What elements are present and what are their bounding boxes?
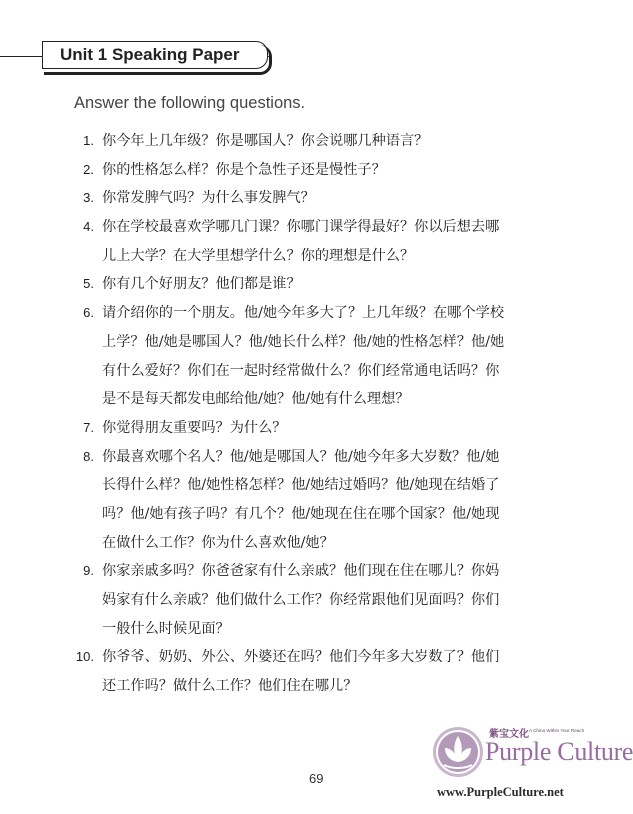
question-text-line: 是不是每天都发电邮给他/她？他/她有什么理想？	[102, 391, 410, 408]
watermark-url: www.PurpleCulture.net	[437, 785, 564, 799]
question-text-line: 你最喜欢哪个名人？他/她是哪国人？他/她今年多大岁数？他/她	[102, 448, 500, 465]
question-item	[70, 184, 560, 213]
question-number: 5.	[83, 276, 94, 292]
question-number: 8.	[83, 448, 94, 464]
question-item	[70, 127, 560, 156]
question-number: 1.	[83, 133, 94, 148]
question-text-line: 长得什么样？他/她性格怎样？他/她结过婚吗？他/她现在结婚了	[102, 477, 500, 494]
question-item	[70, 414, 560, 443]
question-number: 7.	[83, 419, 94, 435]
question-list	[70, 127, 560, 701]
question-text-line: 一般什么时候见面？	[102, 620, 230, 637]
question-number: 10.	[75, 649, 94, 665]
unit-title: Unit 1 Speaking Paper	[60, 45, 240, 64]
question-text-line: 你爷爷、奶奶、外公、外婆还在吗？他们今年多大岁数了？他们	[102, 649, 500, 666]
question-item	[70, 557, 560, 643]
question-text-line: 你常发脾气吗？为什么事发脾气？	[102, 190, 315, 207]
watermark	[432, 724, 633, 804]
question-item	[70, 299, 560, 414]
question-item	[70, 443, 560, 558]
question-item	[70, 643, 560, 700]
question-text-line: 吗？他/她有孩子吗？有几个？他/她现在住在哪个国家？他/她现	[102, 505, 500, 522]
page-number: 69	[309, 771, 324, 786]
question-text-line: 有什么爱好？你们在一起时经常做什么？你们经常通电话吗？你	[102, 362, 500, 379]
question-item	[70, 213, 560, 270]
question-text-line: 请介绍你的一个朋友。他/她今年多大了？上几年级？在哪个学校	[102, 305, 505, 322]
question-text-line: 你在学校最喜欢学哪几门课？你哪门课学得最好？你以后想去哪	[102, 219, 500, 236]
question-text-line: 上学？他/她是哪国人？他/她长什么样？他/她的性格怎样？他/她	[102, 333, 505, 350]
question-text-line: 儿上大学？在大学里想学什么？你的理想是什么？	[102, 247, 415, 264]
question-text-line: 你今年上几年级？你是哪国人？你会说哪几种语言？	[102, 133, 429, 149]
watermark-brand: Purple Culture	[485, 737, 633, 766]
question-item	[70, 270, 560, 299]
question-number: 9.	[83, 563, 94, 579]
question-text-line: 你觉得朋友重要吗？为什么？	[102, 419, 287, 436]
question-text-line: 还工作吗？做什么工作？他们住在哪儿？	[102, 678, 358, 695]
instructions: Answer the following questions.	[74, 94, 306, 112]
question-number: 4.	[83, 219, 94, 235]
watermark-chinese-name: 紫宝文化	[489, 729, 529, 740]
question-item	[70, 156, 560, 185]
question-text-line: 妈家有什么亲戚？他们做什么工作？你经常跟他们见面吗？你们	[102, 592, 500, 608]
question-text-line: 你的性格怎么样？你是个急性子还是慢性子？	[102, 161, 386, 178]
question-text-line: 你家亲戚多吗？你爸爸家有什么亲戚？他们现在住在哪儿？你妈	[102, 563, 500, 580]
lotus-logo-icon	[432, 724, 484, 780]
question-text-line: 在做什么工作？你为什么喜欢他/她？	[102, 534, 334, 551]
watermark-slogan: A China Within Your Reach	[529, 728, 585, 733]
question-number: 3.	[83, 190, 94, 206]
question-text-line: 你有几个好朋友？他们都是谁？	[102, 276, 301, 293]
question-number: 6.	[83, 305, 94, 321]
question-number: 2.	[83, 161, 94, 177]
